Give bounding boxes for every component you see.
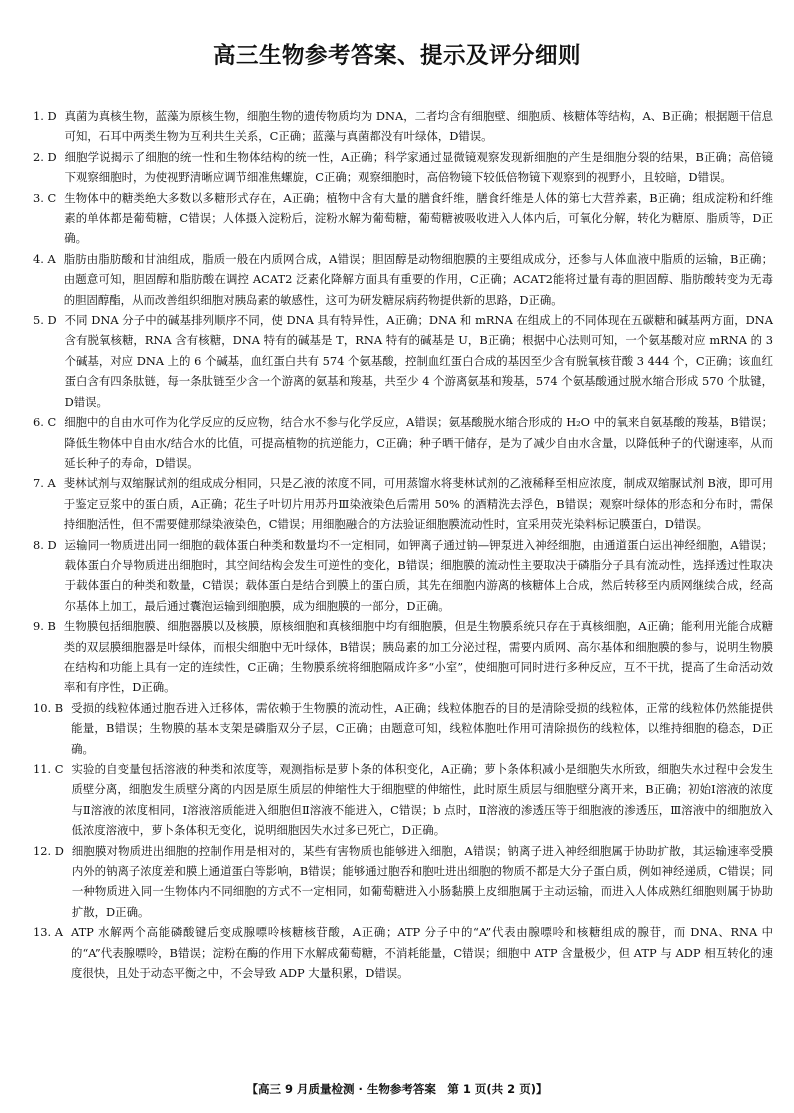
- answer-label: 3. C: [33, 190, 57, 205]
- answer-label: 9. B: [33, 619, 56, 634]
- answer-item: [33, 412, 773, 473]
- answer-label: 8. D: [33, 537, 57, 552]
- answer-item: [33, 106, 773, 147]
- answer-label: 10. B: [33, 700, 64, 715]
- answer-item: [33, 188, 773, 249]
- answer-label: 13. A: [33, 925, 63, 940]
- answer-explanation: 受损的线粒体通过胞吞进入迁移体，需依赖于生物膜的流动性，A正确；线粒体胞吞的目的是清除受损的线粒体，正常的线粒体仍然能提供能量，B错误；生物膜的基本支架是磷脂双分子层，C正确；由题意可知，线粒体胞吐作用可清除损伤的线粒体，以维持细胞的稳态，D正确。: [71, 700, 773, 756]
- answer-explanation: 实验的自变量包括溶液的种类和浓度等，观测指标是萝卜条的体积变化，A正确；萝卜条体积减小是细胞失水所致，细胞失水过程中会发生质壁分离，细胞发生质壁分离的内因是原生质层的伸缩性大于细胞壁的伸缩性，此时原生质层与细胞壁分离开来，B正确；初始Ⅰ溶液的浓度与Ⅱ溶液的浓度相同，Ⅰ溶液溶质能进入细胞但Ⅱ溶液不能进入，C错误；b 点时，Ⅱ溶液的渗透压等于细胞液的渗透压，Ⅲ溶液中的细胞放入低浓度溶液中，萝卜条体积无变化，说明细胞因失水过多已死亡，D正确。: [71, 762, 773, 838]
- answer-label: 2. D: [33, 149, 57, 164]
- answer-item: [33, 841, 773, 923]
- answer-label: 1. D: [33, 109, 57, 123]
- answer-explanation: 斐林试剂与双缩脲试剂的组成成分相同，只是乙液的浓度不同，可用蒸馏水将斐林试剂的乙液稀释至相应浓度，制成双缩脲试剂 B液，即可用于鉴定豆浆中的蛋白质，A正确；花生子叶切片用苏丹Ⅲ染液染色后需用 50% 的酒精洗去浮色，B错误；观察叶绿体的形态和分布时，需保持细胞活性，但不需要健那绿染液染色，C错误；用细胞融合的方法验证细胞膜流动性时，宜采用荧光染料标记膜蛋白，D错误。: [63, 476, 773, 532]
- answer-item: [33, 616, 773, 698]
- answer-list: [33, 106, 773, 983]
- page-footer: 【高三 9 月质量检测 · 生物参考答案 第 1 页(共 2 页)】: [246, 1082, 548, 1096]
- answer-explanation: 运输同一物质进出同一细胞的载体蛋白种类和数量均不一定相同，如钾离子通过钠—钾泵进入神经细胞，由通道蛋白运出神经细胞，A错误；载体蛋白介导物质进出细胞时，其空间结构会发生可逆性的变化，B错误；细胞膜的流动性主要取决于磷脂分子具有流动性，选择透过性取决于载体蛋白的种类和数量，C错误；载体蛋白是结合到膜上的蛋白质，其先在细胞内游离的核糖体上合成，然后转移至内质网继续合成，经高尔基体上加工，最后通过囊泡运输到细胞膜，成为细胞膜的一部分，D正确。: [64, 537, 773, 613]
- answer-explanation: 脂肪由脂肪酸和甘油组成，脂质一般在内质网合成，A错误；胆固醇是动物细胞膜的主要组成成分，还参与人体血液中脂质的运输，B正确；由题意可知，胆固醇和脂肪酸在调控 ACAT2 泛素化降解方面具有重要的作用，C正确；ACAT2能将过量有毒的胆固醇、脂肪酸转变为无毒的胆固醇酯，从而改善组织细胞对胰岛素的敏感性，这可为研发糖尿病药物提供新的思路，D正确。: [63, 251, 773, 307]
- answer-item: [33, 147, 773, 188]
- answer-explanation: 细胞中的自由水可作为化学反应的反应物，结合水不参与化学反应，A错误；氨基酸脱水缩合形成的 H₂O 中的氧来自氨基酸的羧基，B错误；降低生物体中自由水/结合水的比值，可提高植物的抗逆能力，C正确；种子晒干储存，是为了减少自由水含量，以降低种子的代谢速率，从而延长种子的寿命，D错误。: [64, 415, 773, 470]
- answer-explanation: 真菌为真核生物，蓝藻为原核生物，细胞生物的遗传物质均为 DNA，二者均含有细胞壁、细胞质、核糖体等结构，A、B正确；根据题干信息可知，石耳中两类生物为互利共生关系，C正确；蓝藻与真菌都没有叶绿体，D错误。: [64, 109, 773, 144]
- answer-label: 7. A: [33, 476, 56, 491]
- answer-item: [33, 698, 773, 759]
- page-title: 高三生物参考答案、提示及评分细则: [212, 43, 581, 69]
- answer-label: 4. A: [33, 251, 56, 266]
- answer-item: [33, 535, 773, 617]
- answer-item: [33, 473, 773, 534]
- answer-explanation: 细胞学说揭示了细胞的统一性和生物体结构的统一性，A正确；科学家通过显微镜观察发现新细胞的产生是细胞分裂的结果，B正确；高倍镜下观察细胞时，为使视野清晰应调节细准焦螺旋，C正确；观察细胞时，高倍物镜下较低倍物镜下观察到的视野小，且较暗，D错误。: [64, 149, 773, 185]
- answer-item: [33, 759, 773, 841]
- answer-item: [33, 249, 773, 310]
- answer-item: [33, 922, 773, 983]
- answer-explanation: 生物体中的糖类绝大多数以多糖形式存在，A正确；植物中含有大量的膳食纤维，膳食纤维是人体的第七大营养素，B正确；组成淀粉和纤维素的单体都是葡萄糖，C错误；人体摄入淀粉后，淀粉水解为葡萄糖，葡萄糖被吸收进入人体内后，可氧化分解，转化为糖原、脂质等，D正确。: [64, 190, 773, 246]
- answer-explanation: ATP 水解两个高能磷酸键后变成腺嘌呤核糖核苷酸，A正确；ATP 分子中的“A”代表由腺嘌呤和核糖组成的腺苷，而 DNA、RNA 中的“A”代表腺嘌呤，B错误；淀粉在酶的作用下水解成葡萄糖，不消耗能量，C错误；细胞中 ATP 含量极少，但 ATP 与 ADP 相互转化的速度很快，且处于动态平衡之中，不会导致 ADP 大量积累，D错误。: [70, 925, 773, 981]
- answer-label: 11. C: [33, 762, 64, 776]
- answer-explanation: 细胞膜对物质进出细胞的控制作用是相对的，某些有害物质也能够进入细胞，A错误；钠离子进入神经细胞属于协助扩散，其运输速率受膜内外的钠离子浓度差和膜上通道蛋白等影响，B错误；能够通过胞吞和胞吐进出细胞的物质不都是大分子蛋白质，例如神经递质，C错误；同一种物质进入同一生物体内不同细胞的方式不一定相同，如葡萄糖进入小肠黏膜上皮细胞属于主动运输，而进入人体成熟红细胞则属于协助扩散，D正确。: [71, 843, 773, 919]
- answer-label: 6. C: [33, 415, 57, 430]
- answer-explanation: 生物膜包括细胞膜、细胞器膜以及核膜，原核细胞和真核细胞中均有细胞膜，但是生物膜系统只存在于真核细胞，A正确；能利用光能合成糖类的双层膜细胞器是叶绿体，而根尖细胞中无叶绿体，B错误；胰岛素的加工分泌过程，需要内质网、高尔基体和细胞膜的参与，说明生物膜在结构和功能上具有一定的连续性，C正确；生物膜系统将细胞隔成许多“小室”，使细胞可同时进行多种反应，互不干扰，提高了生命活动效率和有序性，D正确。: [63, 619, 773, 695]
- answer-explanation: 不同 DNA 分子中的碱基排列顺序不同，使 DNA 具有特异性，A正确；DNA 和 mRNA 在组成上的不同体现在五碳糖和碱基两方面，DNA 含有脱氧核糖，RNA 含有核糖，DNA 特有的碱基是 T，RNA 特有的碱基是 U，B正确；根据中心法则可知，一个氨基酸对应 mRNA 的 3 个碱基，对应 DNA 上的 6 个碱基，血红蛋白共有 574 个氨基酸，控制血红蛋白合成的基因至少含有脱氧核苷酸 3 444 个，C正确；该血红蛋白含有四条肽链，每一条肽链至少含一个游离的氨基和羧基，共至少 4 个游离氨基和羧基，574 个氨基酸通过脱水缩合形成 570 个肽键，D错误。: [64, 313, 773, 409]
- answer-label: 5. D: [33, 313, 57, 328]
- answer-label: 12. D: [33, 843, 64, 858]
- answer-item: [33, 310, 773, 412]
